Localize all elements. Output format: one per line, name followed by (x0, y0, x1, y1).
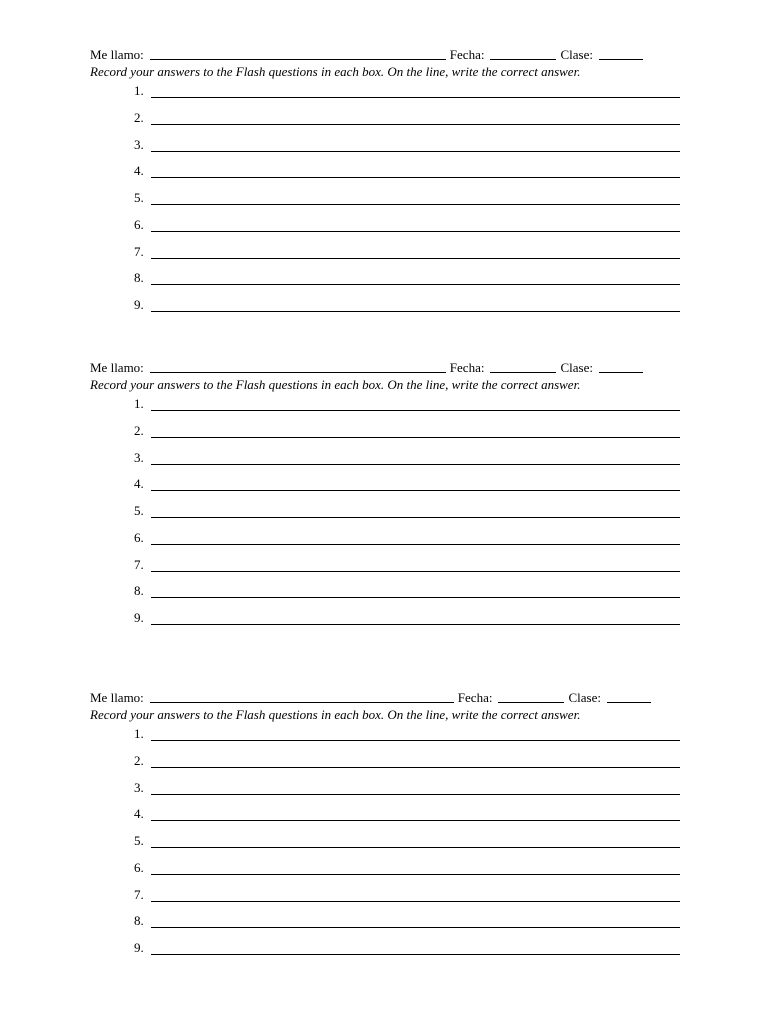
answer-line[interactable] (151, 597, 680, 598)
answer-row (90, 79, 680, 106)
date-blank[interactable] (490, 360, 556, 373)
section-header (90, 46, 680, 62)
class-label: Clase: (560, 47, 593, 62)
item-number: 6. (134, 859, 144, 875)
answer-row (90, 749, 680, 776)
answer-row (90, 499, 680, 526)
answer-row (90, 776, 680, 803)
section-header (90, 359, 680, 375)
item-number: 9. (134, 940, 144, 955)
answer-line[interactable] (151, 927, 680, 928)
item-number: 7. (134, 556, 144, 572)
answer-row (90, 392, 680, 419)
worksheet-section-1 (90, 46, 680, 320)
answer-row (90, 240, 680, 267)
answer-row (90, 186, 680, 213)
answer-row (90, 579, 680, 606)
answer-line[interactable] (151, 820, 680, 821)
answer-line[interactable] (151, 464, 680, 465)
answer-row (90, 133, 680, 160)
answer-line[interactable] (151, 901, 680, 902)
answer-row (90, 856, 680, 883)
item-number: 8. (134, 583, 144, 599)
name-blank[interactable] (150, 690, 454, 703)
answer-row (90, 213, 680, 240)
answer-line[interactable] (151, 410, 680, 411)
answer-line[interactable] (151, 437, 680, 438)
name-label: Me llamo: (90, 360, 144, 375)
date-label: Fecha: (449, 360, 485, 375)
answer-row (90, 526, 680, 553)
answer-row (90, 802, 680, 829)
answer-line[interactable] (151, 847, 680, 848)
answer-line[interactable] (151, 544, 680, 545)
item-number: 7. (134, 243, 144, 259)
item-number: 8. (134, 913, 144, 929)
answer-line[interactable] (151, 258, 680, 259)
item-number: 6. (134, 216, 144, 232)
class-blank[interactable] (599, 47, 643, 60)
item-number: 1. (134, 396, 144, 411)
item-number: 2. (134, 422, 144, 438)
item-number: 7. (134, 886, 144, 902)
answer-line[interactable] (151, 177, 680, 178)
answer-line[interactable] (151, 231, 680, 232)
item-number: 3. (134, 449, 144, 465)
item-number: 3. (134, 136, 144, 152)
item-number: 9. (134, 297, 144, 312)
instructions: Record your answers to the Flash questions in each box. On the line, write the correct answer. (90, 707, 581, 722)
date-label: Fecha: (449, 47, 485, 62)
answer-list (90, 722, 680, 963)
item-number: 2. (134, 752, 144, 768)
item-number: 2. (134, 109, 144, 125)
item-number: 4. (134, 476, 144, 492)
item-number: 8. (134, 270, 144, 286)
answer-line[interactable] (151, 571, 680, 572)
name-label: Me llamo: (90, 690, 144, 705)
name-blank[interactable] (150, 360, 446, 373)
instructions: Record your answers to the Flash questions in each box. On the line, write the correct answer. (90, 377, 581, 392)
answer-list (90, 392, 680, 633)
answer-line[interactable] (151, 284, 680, 285)
answer-row (90, 159, 680, 186)
date-blank[interactable] (490, 47, 556, 60)
answer-line[interactable] (151, 311, 680, 312)
answer-line[interactable] (151, 794, 680, 795)
answer-row (90, 936, 680, 963)
answer-row (90, 106, 680, 133)
answer-row (90, 419, 680, 446)
class-blank[interactable] (599, 360, 643, 373)
class-label: Clase: (560, 360, 593, 375)
answer-list (90, 79, 680, 320)
item-number: 9. (134, 610, 144, 625)
worksheet-section-3 (90, 689, 680, 963)
answer-line[interactable] (151, 740, 680, 741)
item-number: 5. (134, 503, 144, 518)
answer-row (90, 293, 680, 320)
answer-row (90, 472, 680, 499)
item-number: 5. (134, 833, 144, 848)
section-header (90, 689, 680, 705)
instructions: Record your answers to the Flash questions in each box. On the line, write the correct answer. (90, 64, 581, 79)
name-label: Me llamo: (90, 47, 144, 62)
answer-row (90, 553, 680, 580)
answer-row (90, 722, 680, 749)
item-number: 4. (134, 163, 144, 179)
date-blank[interactable] (498, 690, 564, 703)
answer-row (90, 909, 680, 936)
class-label: Clase: (568, 690, 601, 705)
item-number: 1. (134, 726, 144, 741)
name-blank[interactable] (150, 47, 446, 60)
answer-row (90, 446, 680, 473)
answer-row (90, 829, 680, 856)
answer-line[interactable] (151, 97, 680, 98)
answer-row (90, 883, 680, 910)
answer-row (90, 266, 680, 293)
date-label: Fecha: (457, 690, 493, 705)
item-number: 3. (134, 779, 144, 795)
answer-line[interactable] (151, 124, 680, 125)
answer-line[interactable] (151, 954, 680, 955)
answer-row (90, 606, 680, 633)
answer-line[interactable] (151, 624, 680, 625)
class-blank[interactable] (607, 690, 651, 703)
item-number: 6. (134, 529, 144, 545)
answer-line[interactable] (151, 517, 680, 518)
answer-line[interactable] (151, 767, 680, 768)
item-number: 5. (134, 190, 144, 205)
answer-line[interactable] (151, 204, 680, 205)
answer-line[interactable] (151, 874, 680, 875)
answer-line[interactable] (151, 490, 680, 491)
worksheet-section-2 (90, 359, 680, 633)
item-number: 1. (134, 83, 144, 98)
answer-line[interactable] (151, 151, 680, 152)
item-number: 4. (134, 806, 144, 822)
